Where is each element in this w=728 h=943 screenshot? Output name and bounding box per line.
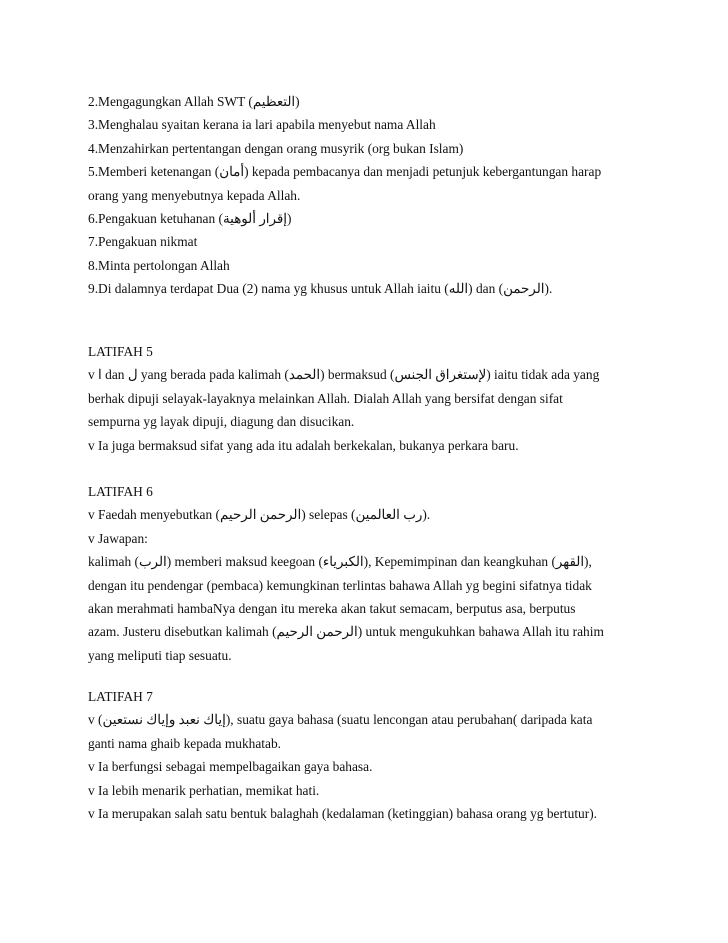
section-heading: LATIFAH 7 <box>88 689 153 704</box>
paragraph-line: v Faedah menyebutkan (الرحمن الرحيم) selepas (رب العالمين). <box>88 507 431 523</box>
list-item: 2.Mengagungkan Allah SWT (التعظيم) <box>88 94 300 109</box>
list-item: 3.Menghalau syaitan kerana ia lari apabila menyebut nama Allah <box>88 117 436 133</box>
list-item: 4.Menzahirkan pertentangan dengan orang musyrik (org bukan Islam) <box>88 140 464 156</box>
paragraph-line: v ا dan ل yang berada pada kalimah (الحمد) bermaksud (لإستغراق الجنس) iaitu tidak ada yang <box>88 367 600 383</box>
paragraph-line: azam. Justeru disebutkan kalimah (الرحمن الرحيم) untuk mengukuhkan bahawa Allah itu rahim <box>88 624 604 640</box>
benefits-list <box>88 90 648 301</box>
paragraph-line: berhak dipuji selayak-layaknya melainkan Allah. Dialah Allah yang bersifat dengan sifat <box>88 390 563 406</box>
paragraph-line: v Jawapan: <box>88 530 148 546</box>
section-heading: LATIFAH 5 <box>88 344 153 359</box>
paragraph-line: v Ia lebih menarik perhatian, memikat hati. <box>88 782 320 798</box>
list-item: orang yang menyebutnya kepada Allah. <box>88 187 301 203</box>
paragraph-line: sempurna yg layak dipuji, diagung dan disucikan. <box>88 414 355 430</box>
list-item: 8.Minta pertolongan Allah <box>88 257 230 273</box>
paragraph-line: yang meliputi tiap sesuatu. <box>88 647 232 663</box>
paragraph-line: ganti nama ghaib kepada mukhatab. <box>88 735 281 751</box>
paragraph-line: kalimah (الرب) memberi maksud keegoan (الكبرياء), Kepemimpinan dan keangkuhan (القهر), <box>88 554 592 570</box>
list-item: 5.Memberi ketenangan (أمان) kepada pembacanya dan menjadi petunjuk kebergantungan harap <box>88 164 602 180</box>
list-item: 7.Pengakuan nikmat <box>88 234 198 250</box>
latifah-7-section <box>88 685 648 825</box>
latifah-5-section <box>88 340 648 457</box>
list-item: 6.Pengakuan ketuhanan (إقرار ألوهية) <box>88 211 292 227</box>
latifah-6-section <box>88 480 648 667</box>
list-item: 9.Di dalamnya terdapat Dua (2) nama yg khusus untuk Allah iaitu (الله) dan (الرحمن). <box>88 281 553 297</box>
paragraph-line: v (إياك نعبد وإياك نستعين), suatu gaya bahasa (suatu lencongan atau perubahan( daripada kata <box>88 712 593 728</box>
paragraph-line: akan merahmati hambaNya dengan itu mereka akan takut semacam, berputus asa, berputus <box>88 601 576 617</box>
paragraph-line: v Ia juga bermaksud sifat yang ada itu adalah berkekalan, bukanya perkara baru. <box>88 437 519 453</box>
section-heading: LATIFAH 6 <box>88 484 153 499</box>
paragraph-line: dengan itu pendengar (pembaca) kemungkinan terlintas bahawa Allah yg begini sifatnya tidak <box>88 577 592 593</box>
paragraph-line: v Ia berfungsi sebagai mempelbagaikan gaya bahasa. <box>88 759 373 775</box>
paragraph-line: v Ia merupakan salah satu bentuk balaghah (kedalaman (ketinggian) bahasa orang yg bertutur). <box>88 806 598 822</box>
